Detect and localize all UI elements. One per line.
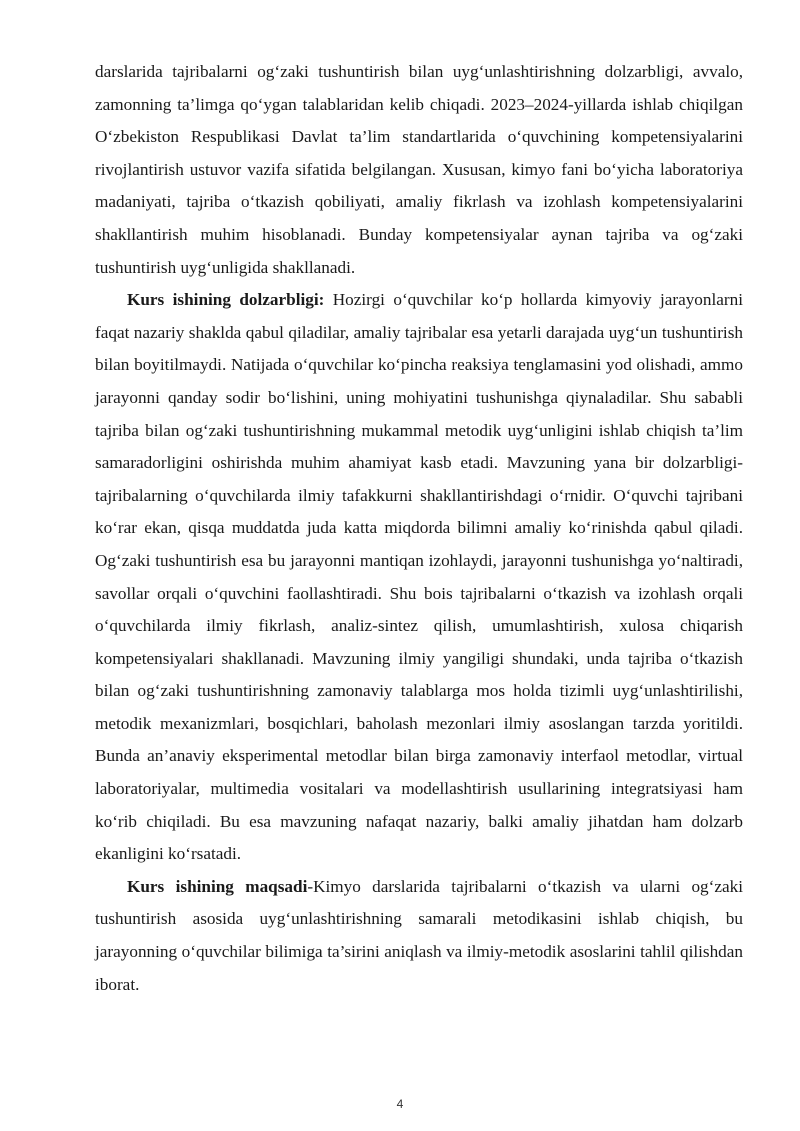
paragraph-relevance bbox=[95, 284, 743, 871]
paragraph-intro-continuation bbox=[95, 56, 743, 284]
section-heading-relevance: Kurs ishining dolzarbligi: bbox=[127, 290, 325, 310]
section-heading-goal: Kurs ishining maqsadi bbox=[127, 876, 308, 896]
paragraph-text: Hozirgi o‘quvchilar ko‘p hollarda kimyoviy jarayonlarni faqat nazariy shaklda qabul qiladilar, amaliy tajribalar esa yetarli darajada uyg‘un tushuntirish bilan boyitilmaydi. Natijada o‘quvchilar ko‘pincha reaksiya tenglamasini yod olishadi, ammo jarayonni qanday sodir bo‘lishini, uning mohiyatini tushunishga qiynaladilar. Shu sababli tajriba bilan og‘zaki tushuntirishning mukammal metodik uyg‘unligini ishlab chiqish ta’lim samaradorligini oshirishda muhim ahamiyat kasb etadi. Mavzuning yana bir dolzarbligi-tajribalarning o‘quvchilarda ilmiy tafakkurni shakllantirishdagi o‘rnidir. O‘quvchi tajribani ko‘rar ekan, qisqa muddatda juda katta miqdorda bilimni amaliy ko‘rinishda qabul qiladi. Og‘zaki tushuntirish esa bu jarayonni mantiqan izohlaydi, jarayonni tushunishga yo‘naltiradi, savollar orqali o‘quvchini faollashtiradi. Shu bois tajribalarni o‘tkazish va izohlash orqali o‘quvchilarda ilmiy fikrlash, analiz-sintez qilish, umumlashtirish, xulosa chiqarish kompetensiyalari shakllanadi. Mavzuning ilmiy yangiligi shundaki, unda tajriba o‘tkazish bilan og‘zaki tushuntirishning zamonaviy talablarga mos holda tizimli uyg‘unlashtirilishi, metodik mexanizmlari, bosqichlari, baholash mezonlari ilmiy asoslangan tarzda yoritildi. Bunda an’anaviy eksperimental metodlar bilan birga zamonaviy interfaol metodlar, virtual laboratoriyalar, multimedia vositalari va modellashtirish usullarining integratsiyasi ham ko‘rib chiqiladi. Bu esa mavzuning nafaqat nazariy, balki amaliy jihatdan ham dolzarb ekanligini ko‘rsatadi. bbox=[95, 290, 743, 864]
page-number: 4 bbox=[396, 1097, 404, 1111]
paragraph-goal bbox=[95, 871, 743, 1001]
paragraph-text: -Kimyo darslarida tajribalarni o‘tkazish va ularni og‘zaki tushuntirish asosida uyg‘unlashtirishning samarali metodikasini ishlab chiqish, bu jarayonning o‘quvchilar bilimiga ta’sirini aniqlash va ilmiy-metodik asoslarini tahlil qilishdan iborat. bbox=[95, 876, 743, 994]
paragraph-text: darslarida tajribalarni og‘zaki tushuntirish bilan uyg‘unlashtirishning dolzarbligi, avvalo, zamonning ta’limga qo‘ygan talablaridan kelib chiqadi. 2023–2024-yillarda ishlab chiqilgan O‘zbekiston Respublikasi Davlat ta’lim standartlarida o‘quvchining kompetensiyalarini rivojlantirish ustuvor vazifa sifatida belgilangan. Xususan, kimyo fani bo‘yicha laboratoriya madaniyati, tajriba o‘tkazish qobiliyati, amaliy fikrlash va izohlash kompetensiyalarini shakllantirish muhim hisoblanadi. Bunday kompetensiyalar aynan tajriba va og‘zaki tushuntirish uyg‘unligida shakllanadi. bbox=[95, 62, 743, 277]
document-page bbox=[95, 56, 743, 1001]
